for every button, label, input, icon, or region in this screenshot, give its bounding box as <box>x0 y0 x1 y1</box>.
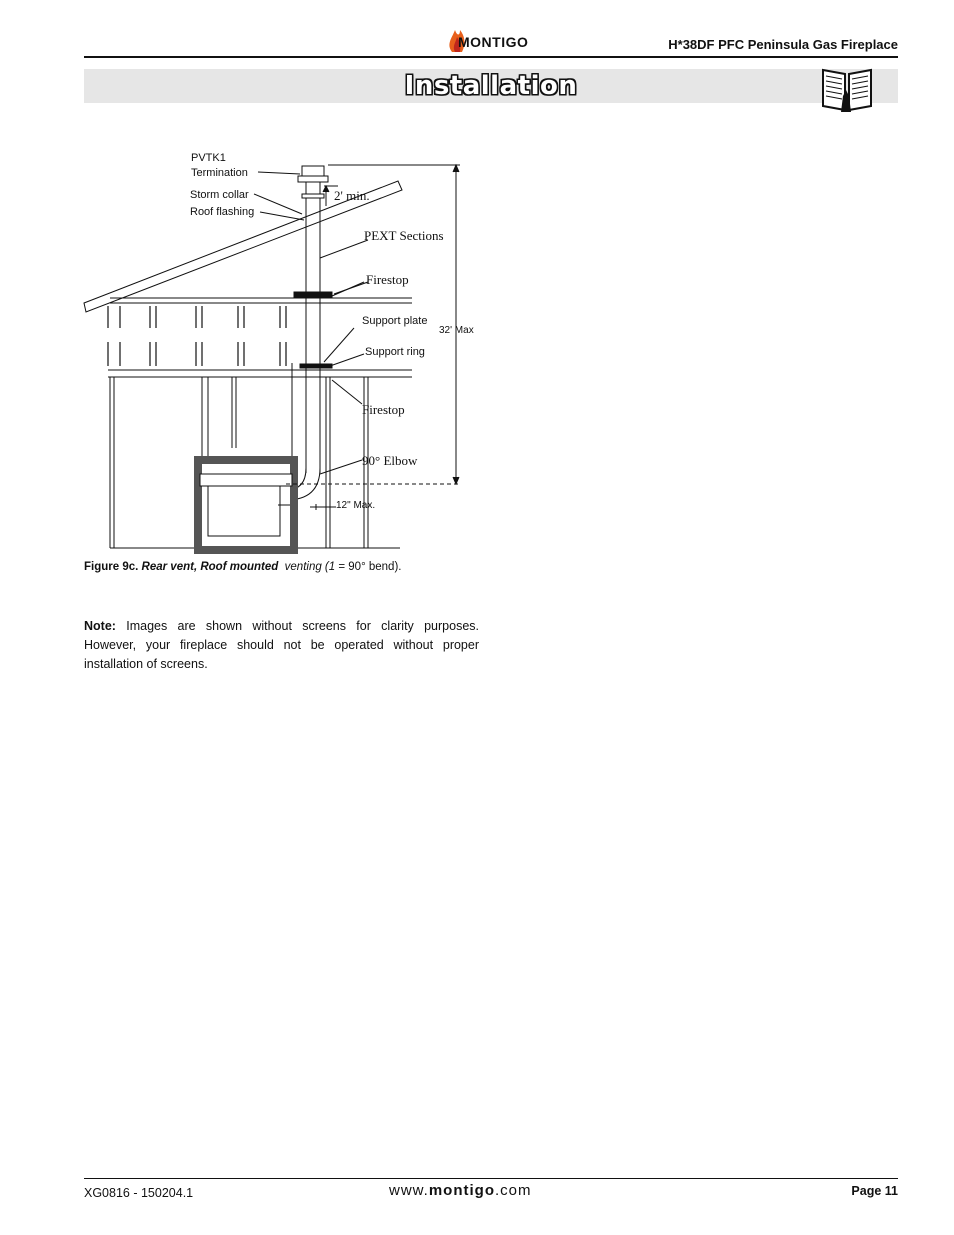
footer-rule <box>84 1178 898 1179</box>
note-label: Note: <box>84 619 116 633</box>
website-suffix: .com <box>495 1182 532 1199</box>
website-prefix: www. <box>389 1182 429 1199</box>
document-title: H*38DF PFC Peninsula Gas Fireplace <box>668 37 898 52</box>
website-brand: montigo <box>428 1182 495 1199</box>
website-link[interactable] <box>389 1182 532 1199</box>
document-code: XG0816 - 150204.1 <box>84 1186 194 1200</box>
note-text: Images are shown without screens for clarity purposes. However, your fireplace should not be operated without proper installation of screens. <box>84 619 479 671</box>
figure-caption <box>84 561 401 573</box>
page-number: Page 11 <box>851 1184 898 1198</box>
label-firestop-lower: Firestop <box>362 402 405 417</box>
label-pext-sections: PEXT Sections <box>364 228 444 243</box>
caption-desc-suffix: = 90° bend). <box>335 561 402 573</box>
label-firestop-upper: Firestop <box>366 272 409 287</box>
label-support-plate: Support plate <box>362 315 428 327</box>
label-storm-collar: Storm collar <box>190 189 249 201</box>
caption-title: Rear vent, Roof mounted <box>141 561 279 573</box>
header-rule <box>84 56 898 58</box>
label-roof-flashing: Roof flashing <box>190 206 255 218</box>
label-elbow: 90° Elbow <box>362 453 418 468</box>
label-max-height: 32' Max <box>439 325 474 336</box>
label-termination-1: PVTK1 <box>191 152 226 164</box>
section-bar <box>84 69 898 103</box>
label-termination-2: Termination <box>191 167 248 179</box>
section-title: Installation <box>404 71 578 101</box>
logo-text: MONTIGO <box>458 34 529 50</box>
label-horizontal-max: 12" Max. <box>336 500 376 511</box>
venting-diagram <box>80 148 500 556</box>
montigo-logo <box>446 24 538 54</box>
label-support-ring: Support ring <box>365 346 425 358</box>
note-paragraph <box>84 617 479 674</box>
caption-desc-prefix: venting (1 <box>284 561 336 573</box>
manual-book-icon <box>821 66 873 114</box>
label-min-clearance: 2' min. <box>334 188 370 203</box>
caption-id: Figure 9c. <box>84 561 139 573</box>
